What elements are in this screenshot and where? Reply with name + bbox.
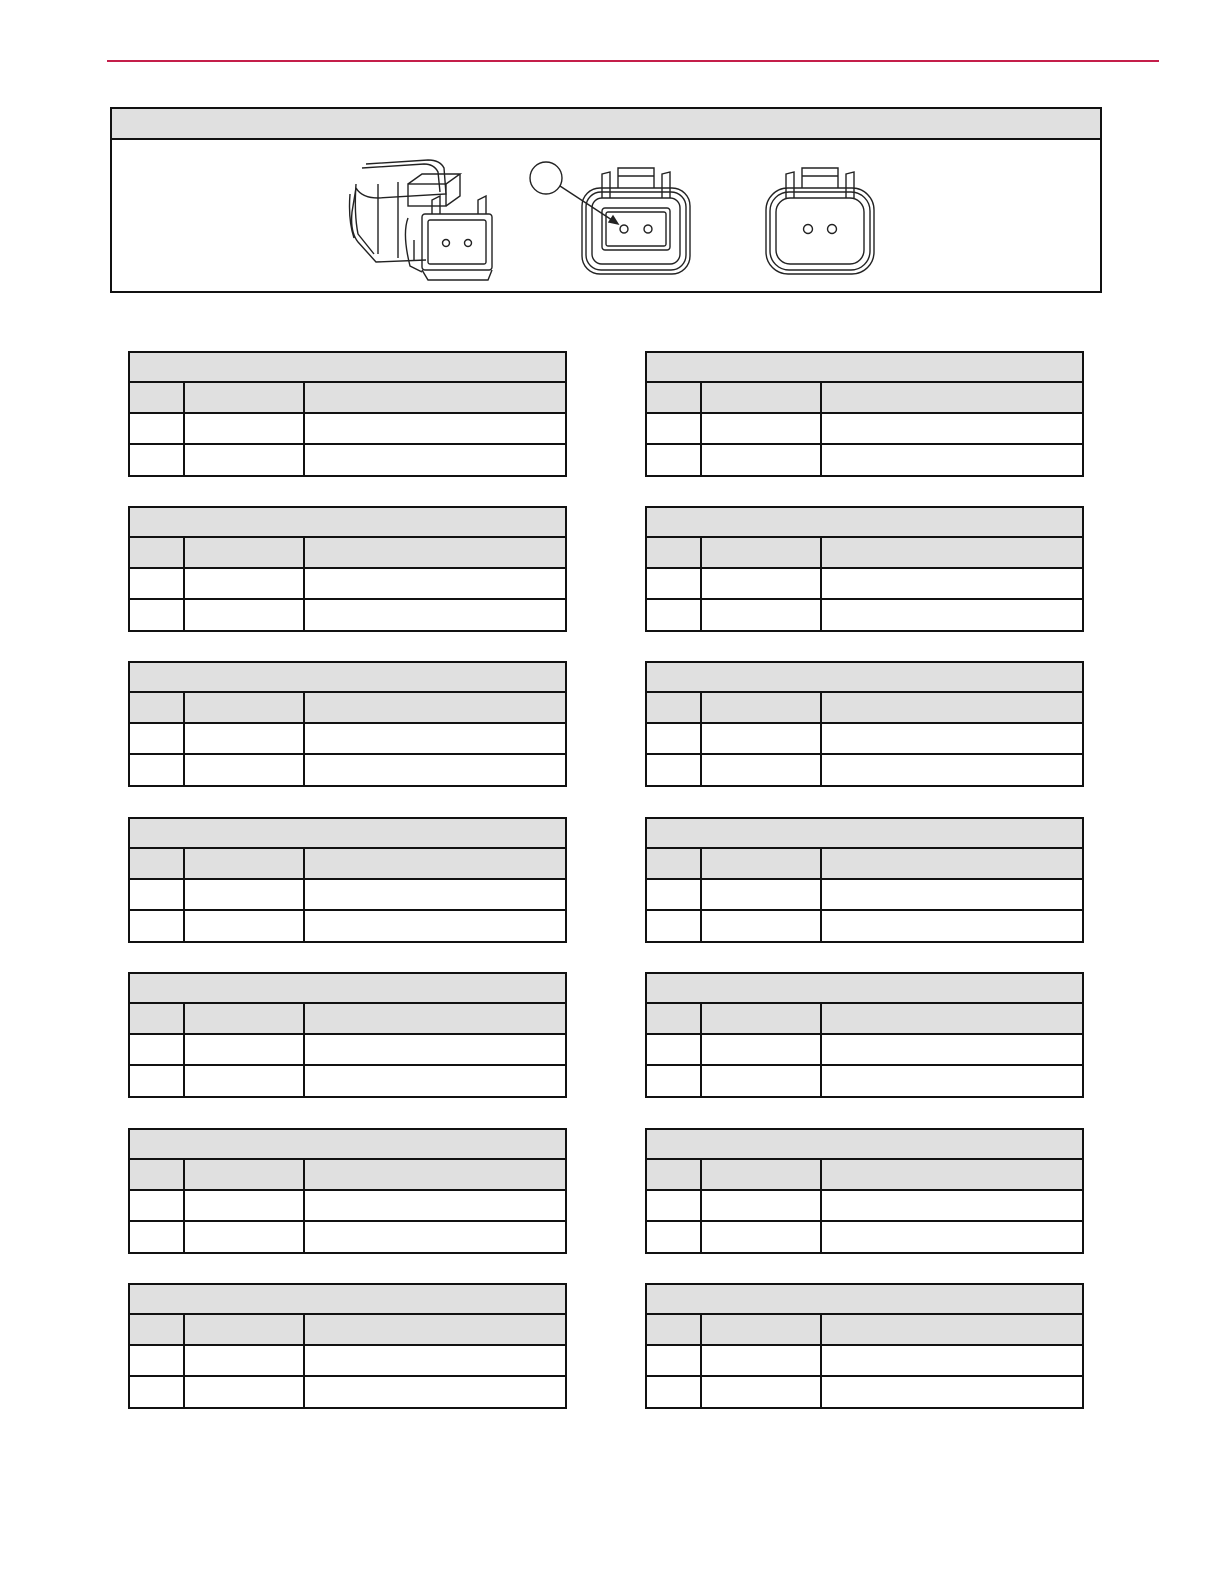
pinout-table	[645, 506, 1084, 632]
table-header	[130, 1285, 565, 1315]
table-row	[130, 1191, 565, 1222]
connector-face-callout-icon	[526, 158, 696, 278]
table-row	[647, 1066, 1082, 1097]
table-row	[130, 1066, 565, 1097]
table-row	[647, 445, 1082, 476]
connector-perspective-icon	[348, 154, 498, 288]
pinout-table	[128, 661, 567, 787]
table-header	[647, 974, 1082, 1004]
table-row	[647, 1377, 1082, 1408]
table-row	[130, 724, 565, 755]
table-header	[130, 508, 565, 538]
table-header	[130, 663, 565, 693]
table-row	[647, 880, 1082, 911]
table-column-header-row	[130, 1004, 565, 1035]
pinout-table	[645, 972, 1084, 1098]
table-row	[647, 724, 1082, 755]
table-row	[130, 755, 565, 786]
pinout-table	[128, 506, 567, 632]
table-row	[130, 600, 565, 631]
table-row	[647, 1035, 1082, 1066]
table-column-header-row	[647, 1004, 1082, 1035]
table-row	[130, 414, 565, 445]
table-row	[130, 880, 565, 911]
table-header	[130, 974, 565, 1004]
table-row	[647, 414, 1082, 445]
figure-panel-body	[112, 140, 1100, 291]
table-header	[647, 508, 1082, 538]
table-column-header-row	[130, 1315, 565, 1346]
table-column-header-row	[647, 538, 1082, 569]
table-row	[130, 1222, 565, 1253]
table-row	[647, 911, 1082, 942]
table-header	[130, 819, 565, 849]
table-row	[647, 755, 1082, 786]
figure-panel-header	[112, 109, 1100, 140]
pinout-table	[128, 351, 567, 477]
table-column-header-row	[647, 693, 1082, 724]
pinout-table	[128, 1128, 567, 1254]
table-column-header-row	[647, 1160, 1082, 1191]
table-header	[647, 819, 1082, 849]
pinout-table	[128, 972, 567, 1098]
table-header	[647, 1285, 1082, 1315]
table-header	[647, 1130, 1082, 1160]
pinout-table	[645, 1128, 1084, 1254]
pinout-table	[645, 1283, 1084, 1409]
table-column-header-row	[130, 538, 565, 569]
table-header	[647, 663, 1082, 693]
connector-face-icon	[760, 158, 880, 278]
table-row	[130, 1377, 565, 1408]
table-column-header-row	[130, 849, 565, 880]
page-top-rule	[107, 60, 1159, 62]
pinout-table	[645, 817, 1084, 943]
table-row	[647, 1346, 1082, 1377]
table-row	[130, 569, 565, 600]
table-column-header-row	[130, 1160, 565, 1191]
table-row	[130, 1346, 565, 1377]
table-column-header-row	[647, 1315, 1082, 1346]
table-column-header-row	[647, 849, 1082, 880]
table-row	[647, 1222, 1082, 1253]
table-column-header-row	[647, 383, 1082, 414]
table-row	[130, 911, 565, 942]
table-row	[647, 1191, 1082, 1222]
table-row	[130, 445, 565, 476]
table-column-header-row	[130, 693, 565, 724]
table-row	[647, 600, 1082, 631]
pinout-table	[645, 351, 1084, 477]
table-column-header-row	[130, 383, 565, 414]
pinout-table	[645, 661, 1084, 787]
connector-figure-panel	[110, 107, 1102, 293]
table-row	[647, 569, 1082, 600]
table-header	[130, 353, 565, 383]
table-header	[647, 353, 1082, 383]
table-row	[130, 1035, 565, 1066]
pinout-table	[128, 1283, 567, 1409]
pinout-table	[128, 817, 567, 943]
table-header	[130, 1130, 565, 1160]
